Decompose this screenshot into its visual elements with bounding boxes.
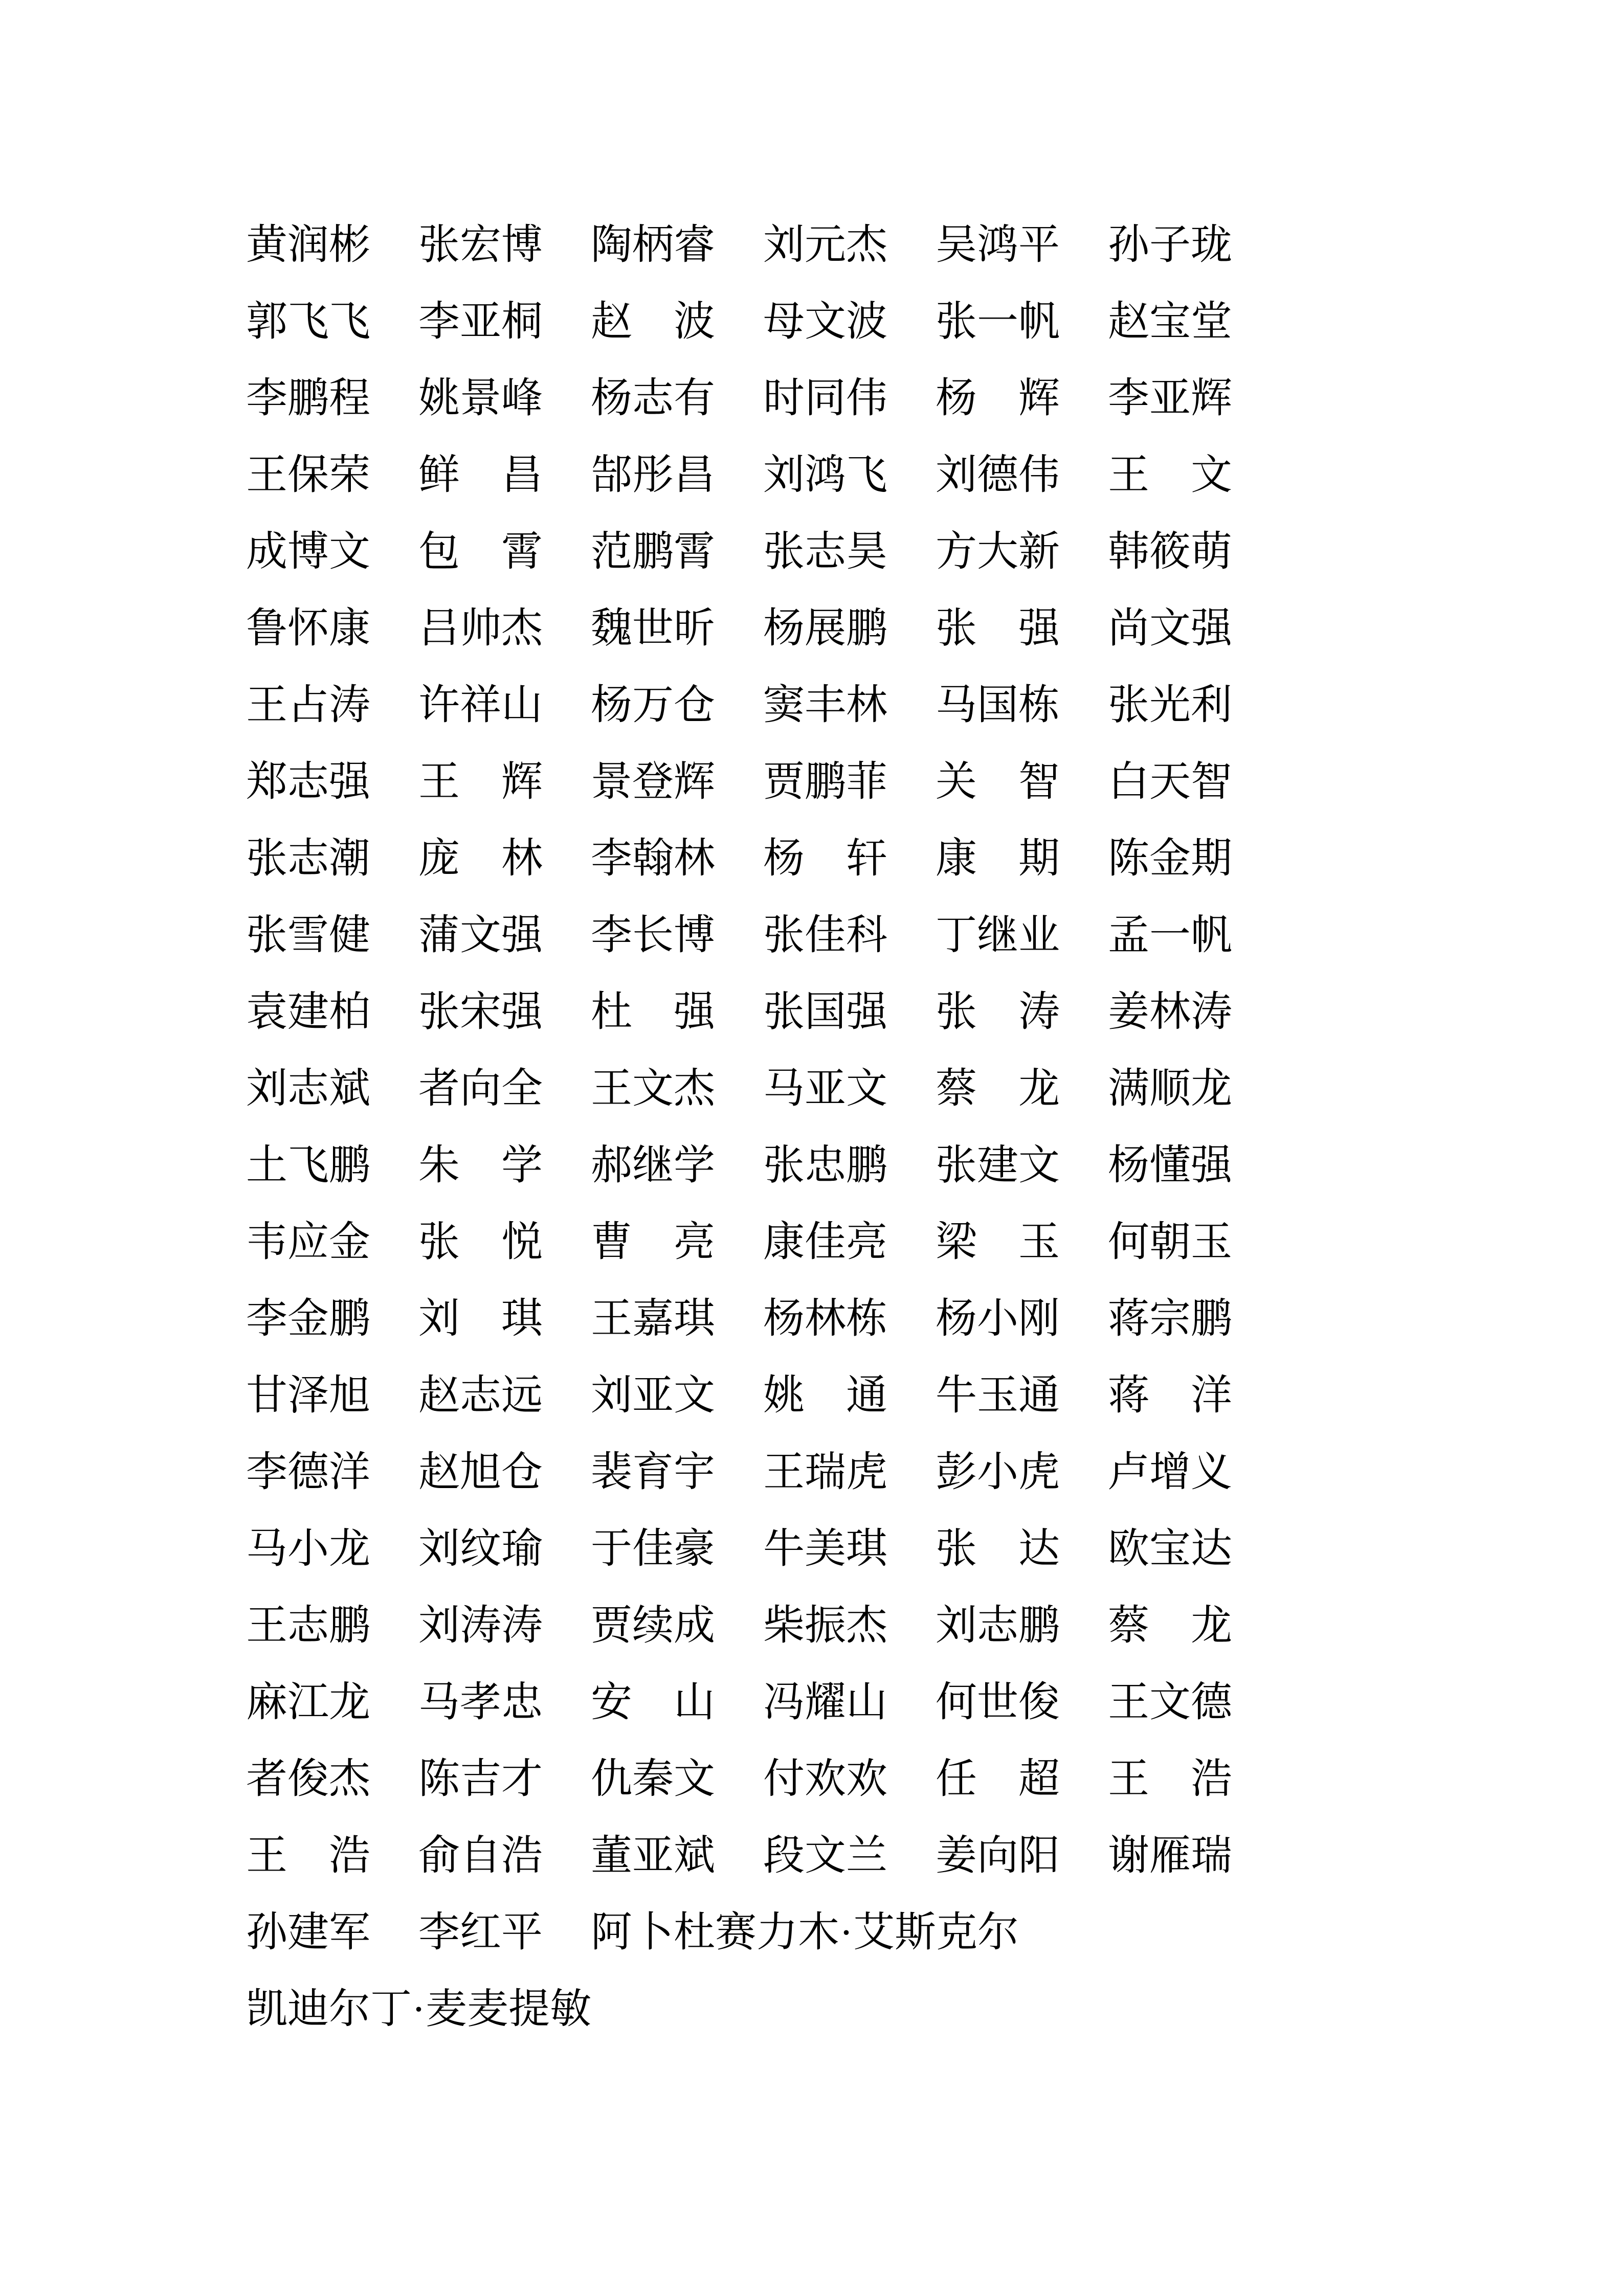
name-cell: 任 超 (936, 1756, 1060, 1802)
name-cell: 姚景峰 (418, 375, 543, 421)
name-cell: 张忠鹏 (763, 1142, 888, 1188)
name-cell: 杨懂强 (1108, 1142, 1233, 1188)
name-cell: 王 浩 (246, 1833, 371, 1879)
name-cell: 马亚文 (763, 1066, 888, 1112)
name-cell: 牛美琪 (763, 1526, 888, 1572)
name-cell: 张 悦 (418, 1219, 543, 1265)
name-cell: 杨小刚 (936, 1296, 1060, 1342)
name-cell: 彭小虎 (936, 1449, 1060, 1495)
name-cell: 何朝玉 (1108, 1219, 1233, 1265)
name-cell: 陶柄睿 (591, 222, 716, 268)
name-list (246, 221, 1280, 2062)
name-cell: 王志鹏 (246, 1603, 371, 1649)
name-cell: 张宏博 (418, 222, 543, 268)
name-cell: 韦应金 (246, 1219, 371, 1265)
name-cell: 刘志斌 (246, 1066, 371, 1112)
name-cell: 张光利 (1108, 682, 1233, 728)
name-cell: 杨展鹏 (763, 605, 888, 651)
name-row (246, 1219, 1280, 1295)
name-cell: 马孝忠 (418, 1679, 543, 1725)
name-cell: 张 涛 (936, 989, 1060, 1035)
name-cell: 裴育宇 (591, 1449, 716, 1495)
name-cell: 赵 波 (591, 299, 716, 345)
name-cell: 关 智 (936, 759, 1060, 805)
name-cell: 张佳科 (763, 912, 888, 958)
name-cell: 段文兰 (763, 1833, 888, 1879)
name-cell: 李亚辉 (1108, 375, 1233, 421)
name-row (246, 682, 1280, 758)
name-cell: 吕帅杰 (418, 605, 543, 651)
name-cell: 刘志鹏 (936, 1603, 1060, 1649)
name-cell: 黄润彬 (246, 222, 371, 268)
name-cell: 杨 轩 (763, 836, 888, 882)
name-cell: 者向全 (418, 1066, 543, 1112)
name-cell: 付欢欢 (763, 1756, 888, 1802)
name-cell: 王瑞虎 (763, 1449, 888, 1495)
name-cell: 赵旭仓 (418, 1449, 543, 1495)
name-cell: 冯耀山 (763, 1679, 888, 1725)
name-cell: 贾鹏菲 (763, 759, 888, 805)
name-cell: 阿卜杜赛力木·艾斯克尔 (591, 1909, 1019, 1955)
name-cell: 范鹏霄 (591, 529, 716, 575)
name-cell: 时同伟 (763, 375, 888, 421)
name-cell: 杜 强 (591, 989, 716, 1035)
name-cell: 吴鸿平 (936, 222, 1060, 268)
name-cell: 蒋 洋 (1108, 1372, 1233, 1419)
name-cell: 孟一帆 (1108, 912, 1233, 958)
name-row (246, 912, 1280, 988)
name-cell: 赵志远 (418, 1372, 543, 1419)
name-cell: 韩筱萌 (1108, 529, 1233, 575)
name-cell: 贾续成 (591, 1603, 716, 1649)
name-cell: 张 强 (936, 605, 1060, 651)
name-cell: 李鹏程 (246, 375, 371, 421)
name-cell: 王保荣 (246, 452, 371, 498)
name-cell: 郭飞飞 (246, 299, 371, 345)
name-cell: 马国栋 (936, 682, 1060, 728)
name-cell: 曹 亮 (591, 1219, 716, 1265)
name-row (246, 1065, 1280, 1142)
name-cell: 土飞鹏 (246, 1142, 371, 1188)
name-cell: 孙建军 (246, 1909, 371, 1955)
name-cell: 卢增义 (1108, 1449, 1233, 1495)
name-cell: 蒋宗鹏 (1108, 1296, 1233, 1342)
name-cell: 窦丰林 (763, 682, 888, 728)
name-cell: 王文杰 (591, 1066, 716, 1112)
name-cell: 柴振杰 (763, 1603, 888, 1649)
name-cell: 孙子珑 (1108, 222, 1233, 268)
name-cell: 姜向阳 (936, 1833, 1060, 1879)
name-cell: 郑志强 (246, 759, 371, 805)
name-cell: 张建文 (936, 1142, 1060, 1188)
name-cell: 张雪健 (246, 912, 371, 958)
name-row (246, 1679, 1280, 1755)
name-cell: 姜林涛 (1108, 989, 1233, 1035)
name-row (246, 1142, 1280, 1219)
name-row (246, 1986, 1280, 2062)
name-cell: 刘亚文 (591, 1372, 716, 1419)
name-cell: 杨林栋 (763, 1296, 888, 1342)
name-cell: 康 期 (936, 836, 1060, 882)
name-cell: 张 达 (936, 1526, 1060, 1572)
name-cell: 张国强 (763, 989, 888, 1035)
name-cell: 鲜 昌 (418, 452, 543, 498)
name-cell: 梁 玉 (936, 1219, 1060, 1265)
name-cell: 张志潮 (246, 836, 371, 882)
name-row (246, 835, 1280, 912)
name-cell: 王 文 (1108, 452, 1233, 498)
name-row (246, 988, 1280, 1065)
name-cell: 丁继业 (936, 912, 1060, 958)
name-cell: 杨万仓 (591, 682, 716, 728)
name-cell: 庞 林 (418, 836, 543, 882)
name-cell: 王文德 (1108, 1679, 1233, 1725)
name-cell: 李亚桐 (418, 299, 543, 345)
name-cell: 王 浩 (1108, 1756, 1233, 1802)
name-cell: 赵宝堂 (1108, 299, 1233, 345)
name-cell: 尚文强 (1108, 605, 1233, 651)
name-cell: 于佳豪 (591, 1526, 716, 1572)
name-cell: 朱 学 (418, 1142, 543, 1188)
name-cell: 郜彤昌 (591, 452, 716, 498)
name-cell: 郝继学 (591, 1142, 716, 1188)
name-cell: 杨志有 (591, 375, 716, 421)
name-cell: 袁建柏 (246, 989, 371, 1035)
name-cell: 张志昊 (763, 529, 888, 575)
name-row (246, 452, 1280, 528)
name-cell: 刘纹瑜 (418, 1526, 543, 1572)
name-row (246, 375, 1280, 452)
name-cell: 王占涛 (246, 682, 371, 728)
name-cell: 安 山 (591, 1679, 716, 1725)
name-cell: 牛玉通 (936, 1372, 1060, 1419)
name-cell: 刘涛涛 (418, 1603, 543, 1649)
name-cell: 刘 琪 (418, 1296, 543, 1342)
name-cell: 王 辉 (418, 759, 543, 805)
name-row (246, 1909, 1280, 1986)
name-row (246, 1832, 1280, 1909)
name-row (246, 1295, 1280, 1372)
name-cell: 仇秦文 (591, 1756, 716, 1802)
name-cell: 欧宝达 (1108, 1526, 1233, 1572)
name-cell: 陈金期 (1108, 836, 1233, 882)
name-cell: 鲁怀康 (246, 605, 371, 651)
name-cell: 许祥山 (418, 682, 543, 728)
name-cell: 杨 辉 (936, 375, 1060, 421)
name-row (246, 298, 1280, 375)
name-cell: 李德洋 (246, 1449, 371, 1495)
name-cell: 蔡 龙 (1108, 1603, 1233, 1649)
name-row (246, 1525, 1280, 1602)
name-row (246, 1449, 1280, 1525)
name-cell: 俞自浩 (418, 1833, 543, 1879)
name-cell: 姚 通 (763, 1372, 888, 1419)
name-cell: 马小龙 (246, 1526, 371, 1572)
name-cell: 成博文 (246, 529, 371, 575)
name-row (246, 1602, 1280, 1679)
name-cell: 者俊杰 (246, 1756, 371, 1802)
name-cell: 母文波 (763, 299, 888, 345)
name-cell: 谢雁瑞 (1108, 1833, 1233, 1879)
name-cell: 景登辉 (591, 759, 716, 805)
name-cell: 何世俊 (936, 1679, 1060, 1725)
name-cell: 凯迪尔丁·麦麦提敏 (246, 1986, 591, 2032)
name-cell: 甘泽旭 (246, 1372, 371, 1419)
name-cell: 刘德伟 (936, 452, 1060, 498)
name-cell: 李长博 (591, 912, 716, 958)
name-cell: 陈吉才 (418, 1756, 543, 1802)
name-row (246, 1372, 1280, 1449)
name-row (246, 1755, 1280, 1832)
name-cell: 蒲文强 (418, 912, 543, 958)
name-cell: 蔡 龙 (936, 1066, 1060, 1112)
name-cell: 白天智 (1108, 759, 1233, 805)
name-cell: 方大新 (936, 529, 1060, 575)
name-cell: 张宋强 (418, 989, 543, 1035)
name-cell: 王嘉琪 (591, 1296, 716, 1342)
name-cell: 麻江龙 (246, 1679, 371, 1725)
name-row (246, 758, 1280, 835)
name-row (246, 605, 1280, 682)
name-cell: 董亚斌 (591, 1833, 716, 1879)
name-row (246, 528, 1280, 605)
name-cell: 包 霄 (418, 529, 543, 575)
name-row (246, 221, 1280, 298)
name-cell: 满顺龙 (1108, 1066, 1233, 1112)
name-cell: 李金鹏 (246, 1296, 371, 1342)
name-cell: 康佳亮 (763, 1219, 888, 1265)
name-cell: 刘鸿飞 (763, 452, 888, 498)
name-cell: 刘元杰 (763, 222, 888, 268)
name-cell: 魏世昕 (591, 605, 716, 651)
name-cell: 李翰林 (591, 836, 716, 882)
name-cell: 李红平 (418, 1909, 543, 1955)
name-cell: 张一帆 (936, 299, 1060, 345)
